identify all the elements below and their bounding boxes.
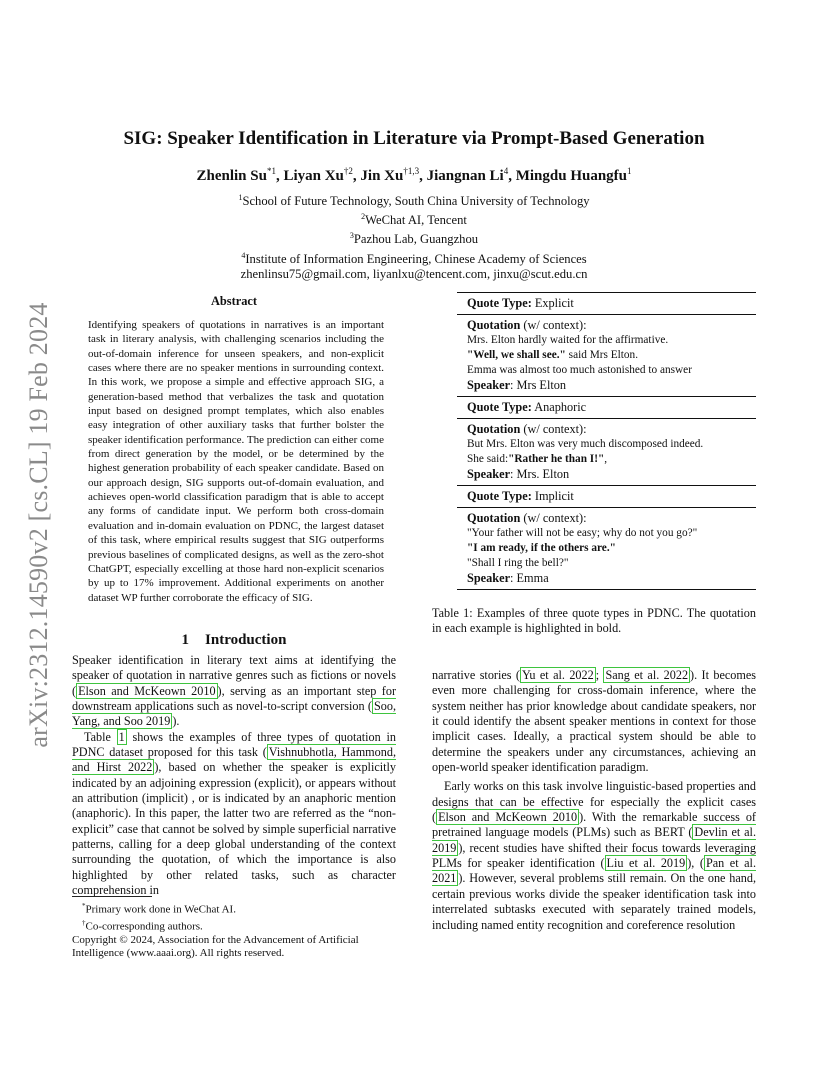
affiliation: $^1$School of Future Technology, South China University of Technology: [238, 193, 590, 209]
citation-link[interactable]: Elson and McKeown 2010: [438, 810, 578, 825]
intro-paragraph-2: Table 1 shows the examples of three types of quotation in PDNC dataset proposed for this task ( Vishnubhotla, Hammond, and Hirst 2022 ), based on whether the speaker is explicitly indicated by an adjoining expression (explicit), or appears without an attribution (implicit) , or is indicated by an anaphoric mention (anaphoric). In this paper, the latter two are referred as the “non-explicit” case that cannot be solved by simple superficial narrative patterns, calling for a deep global understanding of the context surrounding the quotation, of which the importance is also highlighted by other related tasks, such as character comprehension in: [72, 729, 396, 898]
affiliation: $^2$WeChat AI, Tencent: [361, 212, 467, 228]
citation-link[interactable]: Liu et al. 2019: [606, 856, 686, 871]
section-number: 1: [181, 632, 190, 648]
right-column-body: [432, 668, 756, 933]
author-name: Jiangnan Li: [426, 168, 504, 184]
intro-paragraph-1: Speaker identification in literary text aims at identifying the speaker of quotation in narrative genres such as fictions or novels ( Elson and McKeown 2010 ), serving as an important step for downstream applications such as novel-to-script conversion ( Soo, Yang, and Soo 2019 ).: [72, 653, 396, 729]
body-paragraph: Early works on this task involve linguistic-based properties and designs that can be effective for especially the explicit cases ( Elson and McKeown 2010 ). With the remarkable success of pretrained language models (PLMs) such as BERT ( Devlin et al. 2019 ), recent studies have shifted their focus towards leveraging PLMs for speaker identification ( Liu et al. 2019 ), ( Pan et al. 2021 ). However, several problems still remain. On the one hand, certain previous works divide the speaker identification task into interrelated subtasks executed with separately trained models, including named entity recognition and coreference resolution: [432, 779, 756, 932]
author-sup: 1: [627, 166, 632, 176]
quotation-block: Quotation (w/ context): But Mrs. Elton was very much discomposed indeed. She said:"Rather he than I!", Speaker: Mrs. Elton: [457, 419, 756, 482]
citation-link[interactable]: Vishnubhotla, Hammond, and Hirst 2022: [72, 745, 396, 775]
author-sup: †1,3: [403, 166, 420, 176]
citation-link[interactable]: Devlin et al. 2019: [432, 825, 756, 855]
citation-link[interactable]: Soo, Yang, and Soo 2019: [72, 699, 396, 729]
speaker-line: Speaker: Emma: [467, 571, 549, 585]
footnotes: [72, 896, 396, 960]
quote-type-row: Quote Type: Explicit: [467, 296, 574, 310]
body-paragraph: narrative stories ( Yu et al. 2022 ; Sang et al. 2022 ). It becomes even more challenging for cross-domain inference, where the system neither has prior knowledge about candidate speakers, nor it could identify the absent speaker mentions in context for those implicit cases. Ideally, a practical system should be able to determine the speakers under any circumstances, achieving an open-world speaker identification paradigm.: [432, 668, 757, 775]
arxiv-id: arXiv:2312.14590v2 [cs.CL] 19 Feb 2024: [24, 302, 53, 748]
abstract-heading: Abstract: [210, 294, 258, 308]
table-caption: Table 1: Examples of three quote types in PDNC. The quotation in each example is highlighted in bold.: [432, 606, 756, 636]
citation-link[interactable]: Yu et al. 2022: [521, 668, 594, 682]
affiliation: $^3$Pazhou Lab, Guangzhou: [349, 231, 479, 247]
speaker-line: Speaker: Mrs. Elton: [467, 467, 570, 481]
author-list: Zhenlin Su$^{*1}$, Liyan Xu$^{\dagger 2}$, Jin Xu$^{\dagger 1,3}$, Jiangnan Li$^4$, Mingdu Huangfu$^1$: [196, 166, 632, 184]
arxiv-watermark: [14, 290, 64, 760]
abstract-text: Identifying speakers of quotations in narratives is an important task in literary analysis, with challenging scenarios including the out-of-domain inference for unseen speakers, and non-explicit cases where there are no speaker mentions in surrounding context. In this work, we propose a simple and effective approach SIG, a generation-based method that verbalizes the task and quotation input based on designed prompt templates, which also enables easy integration of other auxiliary tasks that further bolster the speaker identification performance. The prediction can either come from direct generation by the model, or be determined by the highest generation probability of each speaker candidate. Based on our approach design, SIG supports out-of-domain evaluation, and achieves open-world classification paradigm that is able to accept any forms of candidate input. We perform both cross-domain evaluation and in-domain evaluation on PDNC, the largest dataset of this task, where empirical results suggest that SIG outperforms previous baselines of complicated designs, as well as the zero-shot ChatGPT, especially excelling at those hard non-explicit scenarios by up to 17% improvement. Additional experiments on another dataset WP further corroborate the efficacy of SIG.: [88, 319, 384, 604]
citation-link[interactable]: Elson and McKeown 2010: [78, 683, 216, 698]
footnote-rule: [72, 896, 152, 897]
quote-type-row: Quote Type: Implicit: [467, 489, 574, 503]
footnote: †Co-corresponding authors.: [82, 918, 203, 933]
footnote: *Primary work done in WeChat AI.: [82, 902, 236, 916]
copyright-notice: Copyright © 2024, Association for the Advancement of Artificial Intelligence (www.aaai.org). All rights reserved.: [72, 933, 359, 959]
table-bottom-rule: [457, 589, 756, 590]
table-ref-link[interactable]: 1: [118, 729, 125, 744]
intro-body: [72, 653, 396, 899]
citation-link[interactable]: Sang et al. 2022: [605, 668, 689, 682]
author-emails: zhenlinsu75@gmail.com, liyanlxu@tencent.com, jinxu@scut.edu.cn: [240, 266, 588, 281]
quote-type-row: Quote Type: Anaphoric: [467, 400, 587, 414]
author-name: Zhenlin Su: [196, 168, 267, 184]
section-title: Introduction: [205, 632, 287, 648]
affiliations: [0, 190, 828, 282]
affiliation: $^4$Institute of Information Engineering, Chinese Academy of Sciences: [241, 250, 587, 266]
quotation-block: Quotation (w/ context): Mrs. Elton hardly waited for the affirmative. "Well, we shall see." said Mrs Elton. Emma was almost too much astonished to answer Speaker: Mrs Elton: [457, 315, 756, 393]
author-name: Jin Xu: [360, 168, 404, 184]
author-sup: *1: [266, 166, 276, 176]
paper-title: SIG: Speaker Identification in Literature via Prompt-Based Generation: [123, 128, 705, 149]
author-sup: 4: [503, 166, 509, 176]
quote-types-table: [457, 292, 756, 590]
speaker-line: Speaker: Mrs Elton: [467, 378, 567, 392]
author-name: Mingdu Huangfu: [515, 168, 628, 184]
quotation-block: Quotation (w/ context): "Your father will not be easy; why do not you go?" "I am ready, if the others are." "Shall I ring the bell?" Speaker: Emma: [457, 508, 756, 586]
author-name: Liyan Xu: [283, 168, 344, 184]
section-heading: [72, 632, 396, 649]
citation-link[interactable]: Pan et al. 2021: [432, 856, 756, 886]
author-sup: †2: [343, 166, 353, 176]
